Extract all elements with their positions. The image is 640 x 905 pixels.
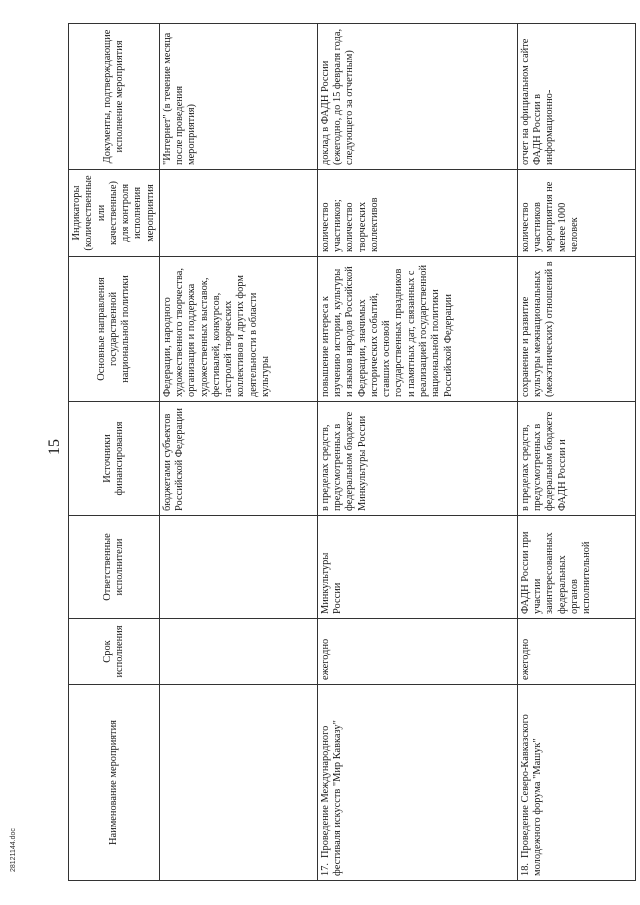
header-indicators: Индикаторы (количественные или качественные) для контроля исполнения мероприятия [69,170,160,257]
cell-executors: ФАДН России при участии заинтересованных федеральных органов исполнительной [517,516,635,619]
cell-name: 18.Проведение Северо-Кавказского молодежного форума "Машук" [517,685,635,881]
cell-indicators: количество участников мероприятия не менее 1000 человек [517,170,635,257]
cell-documents: доклад в ФАДН России (ежегодно, до 15 февраля года, следующего за отчетным) [317,24,517,170]
cell-indicators [159,170,317,257]
cell-documents: "Интернет" (в течение месяца после проведения мероприятия) [159,24,317,170]
cell-funding: бюджетами субъектов Российской Федерации [159,402,317,516]
table-header-row [69,24,160,881]
cell-term: ежегодно [317,619,517,685]
page-number: 15 [46,439,63,455]
table-row [317,24,517,881]
cell-executors [159,516,317,619]
footer-code: 28121144.doc [10,828,17,872]
header-name: Наименование мероприятия [69,685,160,881]
table-row [517,24,635,881]
cell-directions: Федерации, народного художественного творчества, организация и поддержка художественных выставок, фестивалей, конкурсов, гастролей творческих коллективов и других форм деятельности в области культуры [159,257,317,402]
cell-documents: отчет на официальном сайте ФАДН России в информационно- [517,24,635,170]
cell-term: ежегодно [517,619,635,685]
cell-directions: сохранение и развитие культуры межнациональных (межэтнических) отношений в [517,257,635,402]
cell-term [159,619,317,685]
cell-executors: Минкультуры России [317,516,517,619]
header-documents: Документы, подтверждающие исполнение мероприятия [69,24,160,170]
cell-directions: повышение интереса к изучению истории, культуры и языков народов Российской Федерации, значимых исторических событий, ставших основой государственных праздников и памятных дат, связанных с реализацией государственной национальной политики Российской Федерации [317,257,517,402]
cell-funding: в пределах средств, предусмотренных в федеральном бюджете Минкультуры России [317,402,517,516]
header-executors: Ответственные исполнители [69,516,160,619]
header-directions: Основные направления государственной национальной политики [69,257,160,402]
cell-funding: в пределах средств, предусмотренных в федеральном бюджете ФАДН России и [517,402,635,516]
cell-name [159,685,317,881]
events-table [68,23,636,881]
table-row [159,24,317,881]
header-term: Срок исполнения [69,619,160,685]
table-sheet [68,24,628,881]
cell-indicators: количество участников; количество творческих коллективов [317,170,517,257]
cell-name: 17.Проведение Международного фестиваля искусств "Мир Кавказу" [317,685,517,881]
header-funding: Источники финансирования [69,402,160,516]
